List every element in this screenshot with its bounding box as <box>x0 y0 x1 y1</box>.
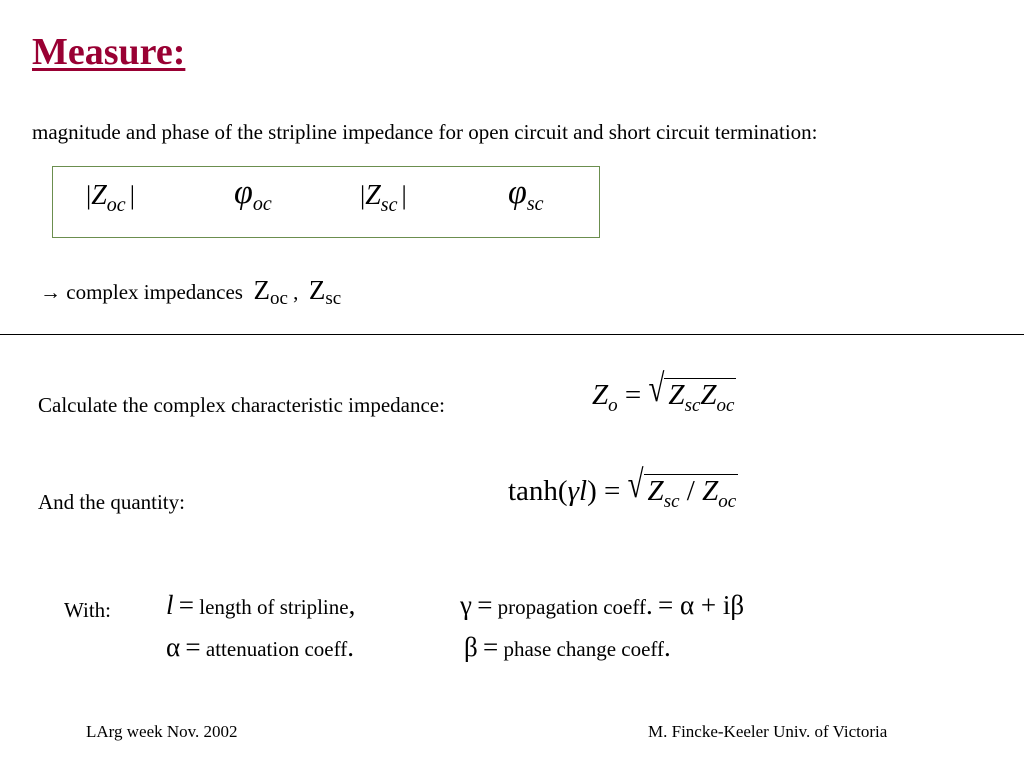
with-label: With: <box>64 598 111 622</box>
right-arrow-icon: → <box>40 280 61 304</box>
phase-oc: φoc <box>234 174 272 215</box>
magnitude-zsc: |Zsc | <box>360 180 407 216</box>
divider <box>0 334 1024 335</box>
magnitude-zoc: |Zoc | <box>86 180 135 216</box>
footer-right: M. Fincke-Keeler Univ. of Victoria <box>648 722 888 741</box>
quantity-label: And the quantity: <box>38 490 185 514</box>
complex-impedances-text: complex impedances <box>66 280 243 304</box>
complex-impedances-line: → complex impedances Zoc , Zsc <box>40 275 342 309</box>
slide-title: Measure: <box>32 31 186 73</box>
footer-left: LArg week Nov. 2002 <box>86 722 238 741</box>
characteristic-impedance-formula: $Z_o$ = √ $Z_{sc}Z_{oc}$ <box>592 367 735 416</box>
tanh-formula: tanh(γl) = √ $Z_{sc} / Z_{oc}$ <box>508 463 737 512</box>
definition-gamma: γ = propagation coeff. = α + iβ <box>460 590 745 620</box>
definition-alpha: α = attenuation coeff. <box>166 632 354 662</box>
phase-sc: φsc <box>508 174 544 215</box>
calc-label: Calculate the complex characteristic impedance: <box>38 393 445 417</box>
intro-text: magnitude and phase of the stripline impedance for open circuit and short circuit termination: <box>32 120 818 144</box>
definition-beta: β = phase change coeff. <box>464 632 671 662</box>
definition-l: l = length of stripline, <box>166 590 356 620</box>
